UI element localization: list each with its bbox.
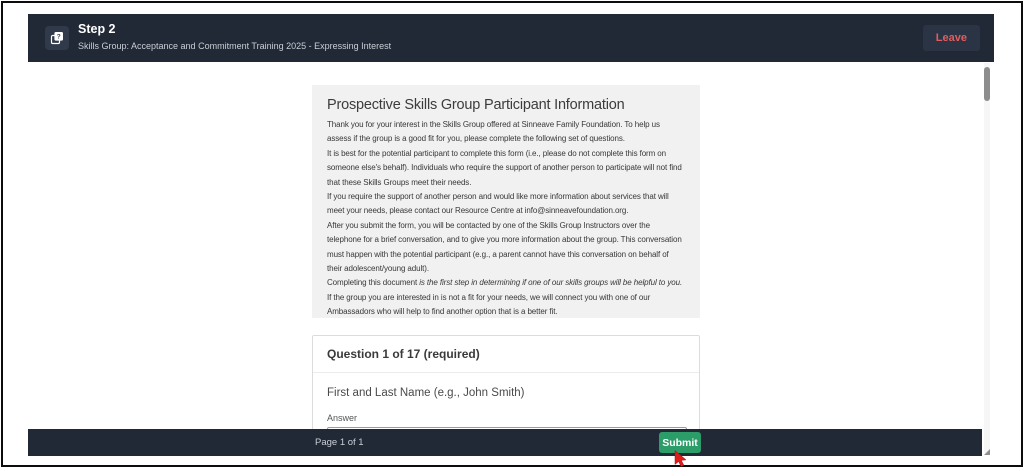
info-paragraph-completing (327, 276, 685, 290)
completing-italic: is the first step in determining if one of our skills groups will be helpful to you. (419, 278, 683, 288)
info-paragraph: After you submit the form, you will be contacted by one of the Skills Group Instructors over the telephone for a brief conversation, and to give you more information about the group. This conversation must happen with the potential participant (e.g., a parent cannot have this conversation on behalf of their adolescent/young adult). (327, 220, 682, 274)
answer-label: Answer (327, 413, 358, 423)
info-paragraph: If you require the support of another person and would like more information about services that will meet your needs, please contact our Resource Centre at info@sinneavefoundation.org. (327, 192, 669, 216)
info-paragraph: It is best for the potential participant to complete this form (i.e., please do not complete this form on someone else's behalf). Individuals who require the support of another person to participate will not find that these Skills Groups meet their needs. (327, 148, 682, 187)
scrollbar-thumb[interactable] (984, 67, 990, 101)
info-card-text (327, 118, 685, 318)
info-card-title: Prospective Skills Group Participant Information (327, 97, 625, 113)
stacked-cards-question-icon-glyph (49, 30, 65, 46)
red-pointer-cursor-icon (674, 450, 690, 468)
question-header: Question 1 of 17 (required) (313, 336, 699, 373)
scrollbar-corner-grip (984, 449, 990, 455)
form-scroll-area (28, 62, 994, 429)
step-header-bar (28, 14, 994, 62)
footer-bar (28, 429, 982, 456)
step-titles (78, 22, 391, 52)
question-label: First and Last Name (e.g., John Smith) (327, 387, 525, 399)
question-card (312, 335, 700, 429)
svg-text:?: ? (56, 33, 61, 41)
info-paragraph-closing: If the group you are interested in is not a fit for your needs, we will connect you with one of our Ambassadors who will help to find another option that is a better fit. (327, 292, 651, 317)
info-card (312, 85, 700, 318)
leave-button[interactable]: Leave (923, 25, 980, 51)
page-indicator: Page 1 of 1 (315, 437, 364, 448)
step-subtitle: Skills Group: Acceptance and Commitment Training 2025 - Expressing Interest (78, 41, 392, 51)
stacked-cards-question-icon (45, 26, 69, 50)
submit-button[interactable]: Submit (659, 432, 701, 453)
info-paragraph: Thank you for your interest in the Skills Group offered at Sinneave Family Foundation. To help us assess if the group is a good fit for you, please complete the following set of questions. (327, 120, 660, 144)
vertical-scrollbar[interactable] (984, 63, 990, 453)
completing-lead: Completing this document (327, 278, 420, 288)
step-title: Step 2 (78, 22, 116, 36)
question-body (313, 373, 699, 429)
